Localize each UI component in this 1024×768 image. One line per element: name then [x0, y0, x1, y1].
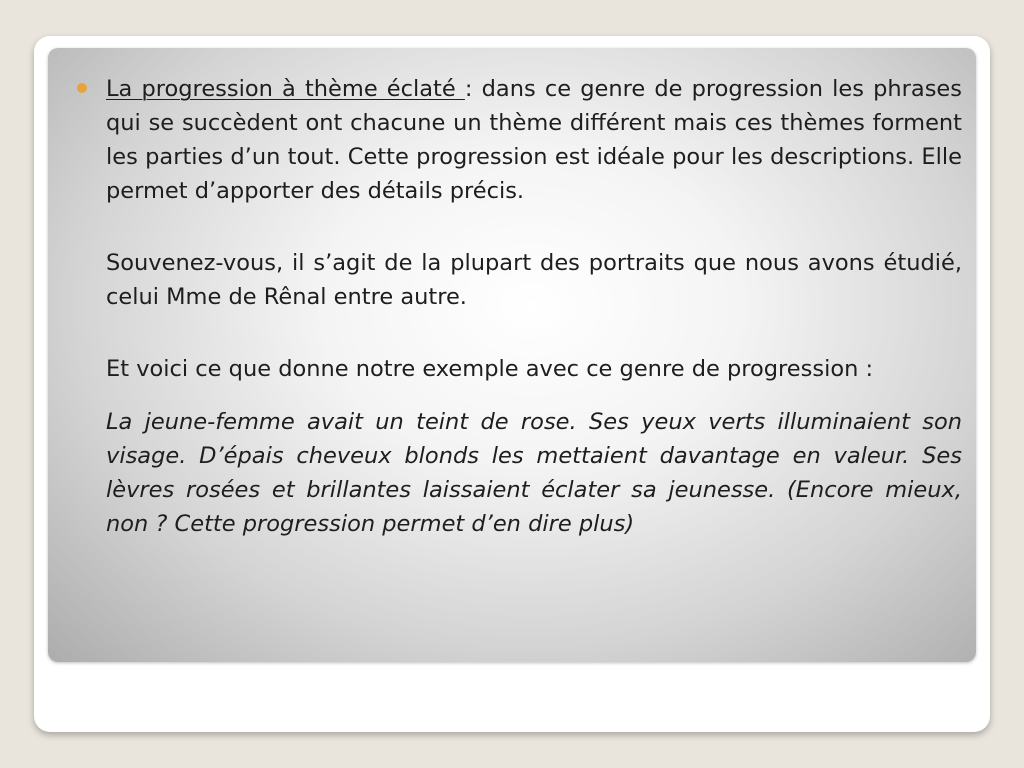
- bullet-definition: : dans ce genre de progression les phrases qui se succèdent ont chacune un thème différent mais ces thèmes forment les parties d’un tout. Cette progression est idéale pour les descriptions. Elle permet d’apporter des détails précis.: [106, 76, 962, 204]
- bullet-paragraph: [106, 72, 962, 208]
- content-panel: [48, 48, 976, 662]
- slide-card: [34, 36, 990, 732]
- example-paragraph: La jeune-femme avait un teint de rose. Ses yeux verts illuminaient son visage. D’épais cheveux blonds les mettaient davantage en valeur. Ses lèvres rosées et brillantes laissaient éclater sa jeunesse. (Encore mieux, non ? Cette progression permet d’en dire plus): [106, 409, 962, 537]
- bullet-dot-icon: [77, 83, 87, 93]
- intro-paragraph: Et voici ce que donne notre exemple avec ce genre de progression :: [106, 356, 874, 382]
- text-block: [106, 72, 962, 541]
- reminder-paragraph: Souvenez-vous, il s’agit de la plupart des portraits que nous avons étudié, celui Mme de Rênal entre autre.: [106, 250, 962, 310]
- bullet-term: La progression à thème éclaté: [106, 76, 465, 102]
